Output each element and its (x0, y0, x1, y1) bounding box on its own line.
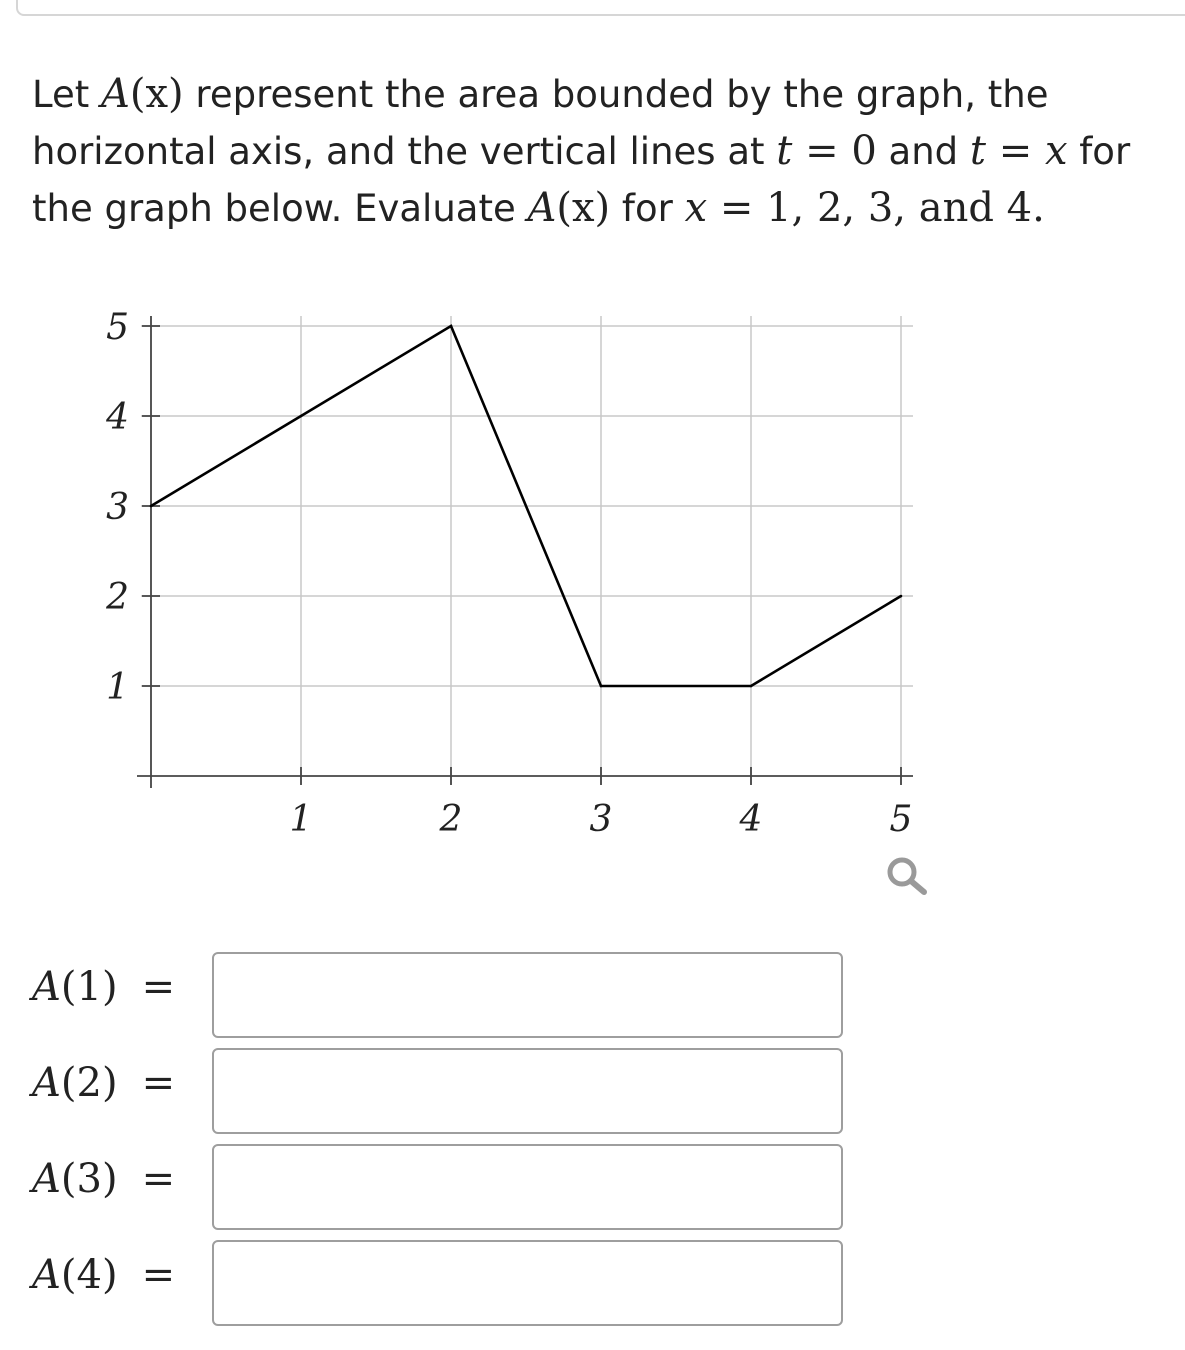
math-eq: = 0 (792, 128, 877, 174)
text: Let (32, 73, 101, 116)
x-tick-label: 4 (739, 799, 763, 840)
text: the graph below. Evaluate (32, 187, 528, 230)
answer-row (0, 1142, 850, 1228)
y-tick-label: 4 (106, 397, 129, 438)
text: and (876, 130, 970, 173)
data-point (150, 505, 153, 508)
previous-panel-frame (16, 0, 1185, 16)
answer-arg: (3) (60, 1156, 118, 1202)
function-graph (0, 290, 960, 910)
answer-fn: A (32, 1156, 61, 1202)
magnifier-handle (911, 881, 924, 892)
problem-line-1 (32, 66, 1185, 123)
data-point (450, 325, 453, 328)
data-point (900, 595, 903, 598)
y-tick-label: 2 (106, 577, 129, 618)
problem-line-2 (32, 123, 1185, 180)
magnifier-icon[interactable] (890, 860, 924, 892)
x-tick-label: 1 (289, 799, 313, 840)
math-eq: = (986, 128, 1045, 174)
answer-input-4[interactable] (212, 1240, 843, 1326)
math-fn: A (101, 71, 130, 117)
text: for (610, 187, 685, 230)
answer-label (32, 1060, 175, 1106)
answer-arg: (4) (60, 1252, 118, 1298)
answer-fn: A (32, 964, 61, 1010)
data-point (600, 685, 603, 688)
math-values: = 1, 2, 3, and 4. (707, 185, 1045, 231)
answer-equals: = (141, 964, 176, 1010)
answer-fn: A (32, 1060, 61, 1106)
answer-arg: (2) (60, 1060, 118, 1106)
math-arg: (x) (556, 185, 611, 231)
answer-row (0, 950, 850, 1036)
y-tick-label: 3 (106, 487, 129, 528)
math-var: x (1044, 128, 1068, 174)
answer-input-3[interactable] (212, 1144, 843, 1230)
problem-line-3 (32, 180, 1185, 237)
answer-fn: A (32, 1252, 61, 1298)
answer-equals: = (141, 1252, 176, 1298)
answer-label (32, 1252, 175, 1298)
x-tick-label: 2 (439, 799, 463, 840)
y-tick-label: 1 (106, 667, 129, 708)
text: horizontal axis, and the vertical lines at (32, 130, 777, 173)
problem-statement (32, 66, 1185, 237)
math-var: t (776, 128, 793, 174)
text: represent the area bounded by the graph, the (183, 73, 1049, 116)
answer-label (32, 964, 175, 1010)
math-arg: (x) (129, 71, 184, 117)
answer-label (32, 1156, 175, 1202)
data-point (300, 415, 303, 418)
answer-equals: = (141, 1156, 176, 1202)
answer-input-2[interactable] (212, 1048, 843, 1134)
answer-equals: = (141, 1060, 176, 1106)
y-tick-label: 5 (106, 307, 129, 348)
answer-row (0, 1238, 850, 1324)
x-tick-label: 5 (889, 799, 913, 840)
answer-input-1[interactable] (212, 952, 843, 1038)
text: for (1067, 130, 1131, 173)
answer-row (0, 1046, 850, 1132)
x-tick-label: 3 (589, 799, 613, 840)
math-var: x (684, 185, 708, 231)
math-fn: A (527, 185, 557, 231)
data-point (750, 685, 753, 688)
answer-arg: (1) (60, 964, 118, 1010)
math-var: t (969, 128, 986, 174)
